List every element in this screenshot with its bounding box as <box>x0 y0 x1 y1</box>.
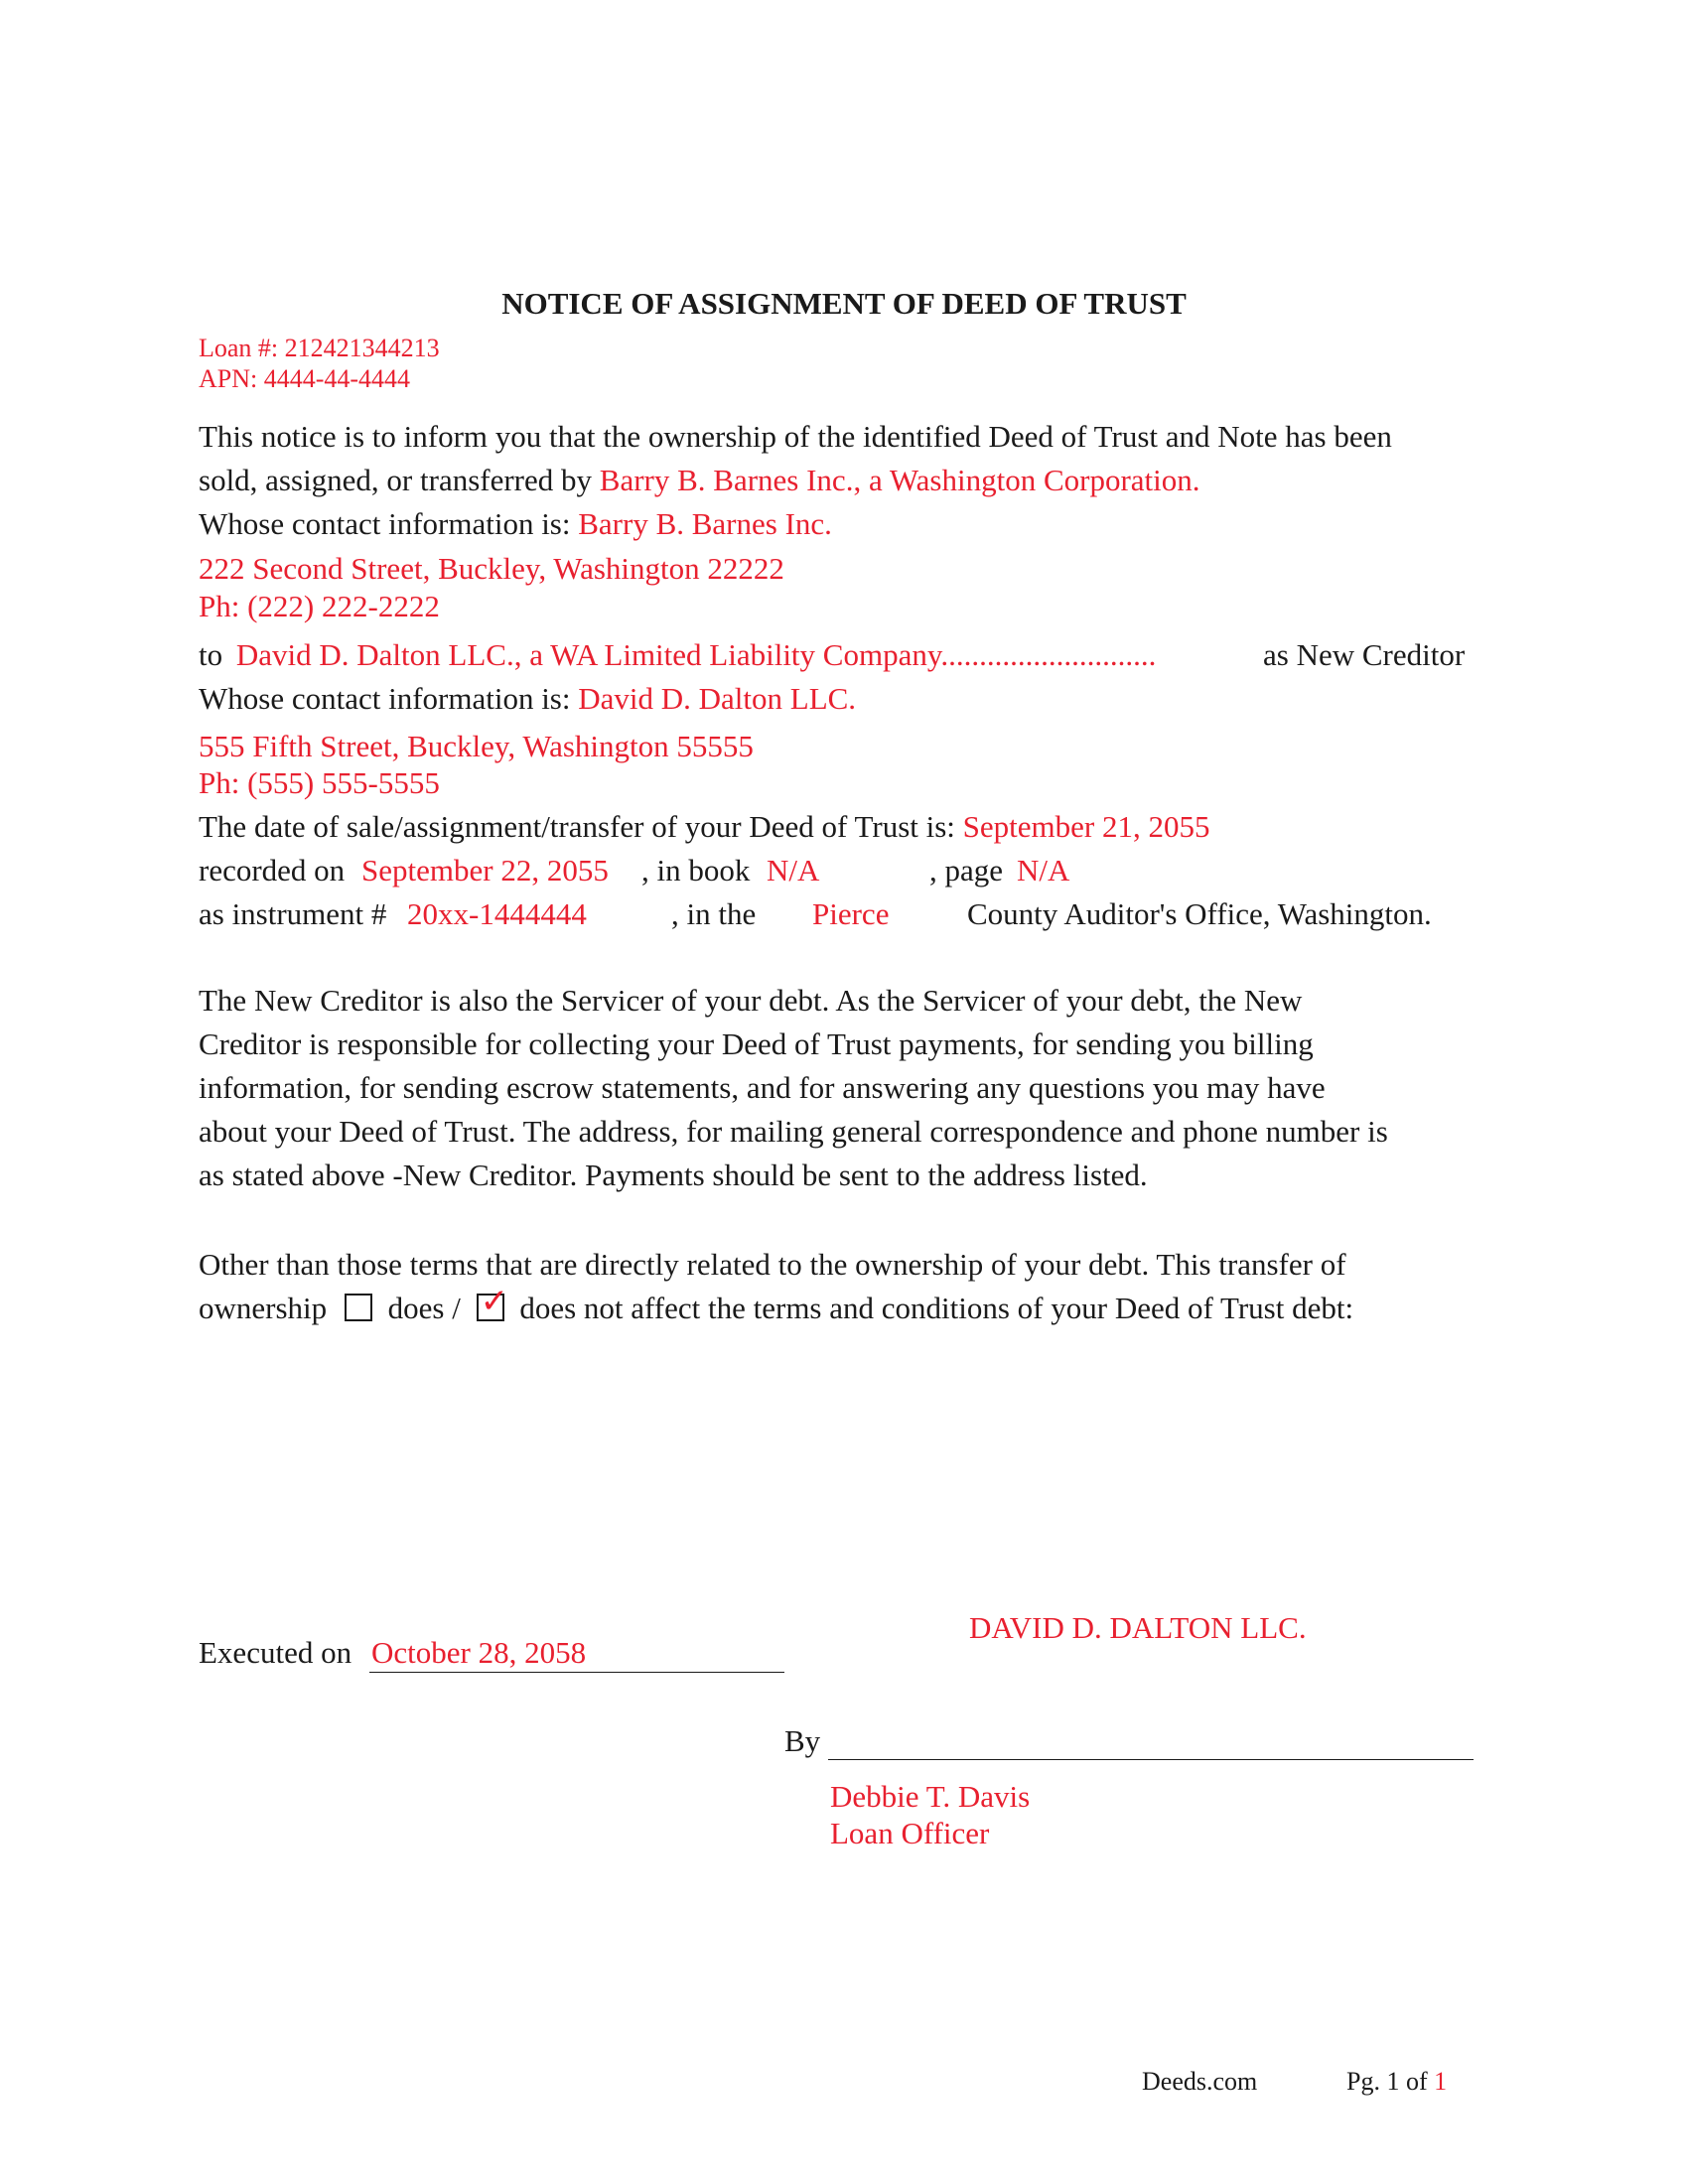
terms-line-2 <box>199 1282 1354 1330</box>
servicer-line: as stated above -New Creditor. Payments should be sent to the address listed. <box>199 1158 1148 1192</box>
assignor-phone: Ph: (222) 222-2222 <box>199 589 440 623</box>
book-number: N/A <box>767 853 820 887</box>
checkmark-icon: ✓ <box>480 1282 509 1321</box>
signer-title: Loan Officer <box>830 1816 990 1850</box>
instrument-number: 20xx-1444444 <box>407 896 587 931</box>
transferred-by-label: sold, assigned, or transferred by <box>199 463 600 497</box>
apn-number: APN: 4444-44-4444 <box>199 364 411 393</box>
page-of-label: Pg. 1 of <box>1346 2067 1428 2096</box>
assignee-contact-line <box>199 677 856 721</box>
signer-name: Debbie T. Davis <box>830 1779 1031 1814</box>
ownership-label: ownership <box>199 1291 328 1325</box>
county-name: Pierce <box>812 896 890 931</box>
assignor-contact: Barry B. Barnes Inc. <box>578 506 832 541</box>
assignor-contact-line <box>199 502 832 546</box>
servicer-line: The New Creditor is also the Servicer of your debt. As the Servicer of your debt, the New <box>199 983 1303 1018</box>
loan-number: Loan #: 212421344213 <box>199 334 440 362</box>
sale-date-line <box>199 805 1210 849</box>
executed-date: October 28, 2058 <box>371 1635 587 1670</box>
contact-label: Whose contact information is: <box>199 506 579 541</box>
assignor-address: 222 Second Street, Buckley, Washington 22222 <box>199 551 784 586</box>
servicer-line: information, for sending escrow statements, and for answering any questions you may have <box>199 1070 1326 1105</box>
executed-date-line <box>369 1672 784 1673</box>
executed-on-label: Executed on <box>199 1635 352 1670</box>
does-not-label: does not affect the terms and conditions of your Deed of Trust debt: <box>519 1291 1354 1325</box>
assignee-name: David D. Dalton LLC., a WA Limited Liability Company <box>235 637 941 672</box>
servicer-line: Creditor is responsible for collecting your Deed of Trust payments, for sending you billing <box>199 1026 1314 1061</box>
recorded-date: September 22, 2055 <box>361 853 609 887</box>
by-label: By <box>784 1723 821 1758</box>
footer-page <box>1346 2067 1447 2097</box>
does-not-checkbox[interactable] <box>477 1282 509 1321</box>
instrument-label: as instrument # <box>199 896 387 931</box>
intro-line-1: This notice is to inform you that the ownership of the identified Deed of Trust and Note has been <box>199 419 1392 454</box>
assignee-contact: David D. Dalton LLC. <box>578 681 857 716</box>
in-the-label: , in the <box>671 896 757 931</box>
signing-company: DAVID D. DALTON LLC. <box>969 1610 1307 1645</box>
page-total: 1 <box>1434 2067 1448 2096</box>
footer-brand: Deeds.com <box>1142 2067 1258 2096</box>
assignor-name: Barry B. Barnes Inc., a Washington Corporation. <box>599 463 1200 497</box>
to-label: to <box>199 637 223 672</box>
intro-line-2 <box>199 459 1200 502</box>
page-number: N/A <box>1017 853 1070 887</box>
terms-line-1: Other than those terms that are directly related to the ownership of your debt. This transfer of <box>199 1247 1346 1282</box>
sale-date: September 21, 2055 <box>962 809 1210 844</box>
assignee-dots: ............................ <box>940 637 1157 672</box>
recorded-on-label: recorded on <box>199 853 346 887</box>
document-title: NOTICE OF ASSIGNMENT OF DEED OF TRUST <box>501 286 1187 321</box>
assignee-address: 555 Fifth Street, Buckley, Washington 55555 <box>199 729 754 763</box>
sale-date-label: The date of sale/assignment/transfer of your Deed of Trust is: <box>199 809 963 844</box>
assignee-line <box>199 633 1156 677</box>
auditor-office: County Auditor's Office, Washington. <box>967 896 1432 931</box>
contact-label: Whose contact information is: <box>199 681 579 716</box>
page-label: , page <box>929 853 1004 887</box>
does-label: does / <box>387 1291 461 1325</box>
as-new-creditor-label: as New Creditor <box>1263 637 1466 672</box>
signature-line[interactable] <box>828 1759 1474 1760</box>
in-book-label: , in book <box>641 853 751 887</box>
servicer-line: about your Deed of Trust. The address, for mailing general correspondence and phone number is <box>199 1114 1388 1149</box>
servicer-paragraph <box>199 979 1489 1197</box>
assignee-phone: Ph: (555) 555-5555 <box>199 765 440 800</box>
does-checkbox[interactable] <box>345 1294 372 1321</box>
